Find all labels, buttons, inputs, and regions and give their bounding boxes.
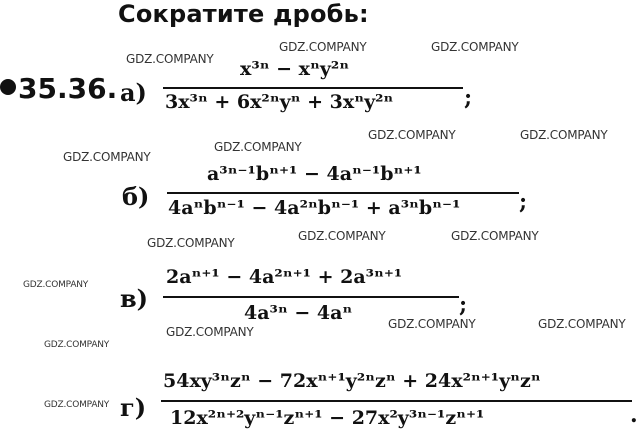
item-c-label: в)	[120, 284, 149, 313]
fraction-c-denominator: 4a³ⁿ − 4aⁿ	[244, 302, 353, 324]
fraction-a-bar	[163, 87, 463, 89]
item-b-label: б)	[122, 182, 150, 211]
item-d-punct: .	[630, 402, 638, 428]
item-d-label: г)	[120, 393, 147, 422]
watermark: GDZ.COMPANY	[126, 52, 214, 66]
watermark: GDZ.COMPANY	[166, 325, 254, 339]
fraction-a-numerator: x³ⁿ − xⁿy²ⁿ	[240, 58, 350, 80]
item-a-punct: ;	[464, 85, 473, 111]
fraction-b-numerator: a³ⁿ⁻¹bⁿ⁺¹ − 4aⁿ⁻¹bⁿ⁺¹	[207, 163, 422, 185]
fraction-b-bar	[167, 192, 519, 194]
watermark: GDZ.COMPANY	[451, 229, 539, 243]
problem-number	[0, 72, 117, 105]
bullet-icon	[0, 79, 16, 95]
fraction-b-denominator: 4aⁿbⁿ⁻¹ − 4a²ⁿbⁿ⁻¹ + a³ⁿbⁿ⁻¹	[168, 197, 461, 219]
fraction-c-bar	[163, 296, 459, 298]
watermark: GDZ.COMPANY	[214, 140, 302, 154]
watermark: GDZ.COMPANY	[23, 280, 89, 290]
watermark: GDZ.COMPANY	[538, 317, 626, 331]
fraction-a-denominator: 3x³ⁿ + 6x²ⁿyⁿ + 3xⁿy²ⁿ	[165, 91, 394, 113]
fraction-d-numerator: 54xy³ⁿzⁿ − 72xⁿ⁺¹y²ⁿzⁿ + 24x²ⁿ⁺¹yⁿzⁿ	[163, 370, 541, 392]
watermark: GDZ.COMPANY	[368, 128, 456, 142]
watermark: GDZ.COMPANY	[44, 400, 110, 410]
watermark: GDZ.COMPANY	[298, 229, 386, 243]
fraction-d-denominator: 12x²ⁿ⁺²yⁿ⁻¹zⁿ⁺¹ − 27x²y³ⁿ⁻¹zⁿ⁺¹	[170, 407, 485, 429]
watermark: GDZ.COMPANY	[147, 236, 235, 250]
watermark: GDZ.COMPANY	[520, 128, 608, 142]
problem-number-text: 35.36.	[18, 72, 118, 105]
item-a-label: а)	[120, 78, 147, 107]
fraction-c-numerator: 2aⁿ⁺¹ − 4a²ⁿ⁺¹ + 2a³ⁿ⁺¹	[166, 266, 403, 288]
watermark: GDZ.COMPANY	[388, 317, 476, 331]
fraction-d-bar	[161, 400, 632, 402]
item-b-punct: ;	[519, 189, 528, 215]
exercise-heading: Сократите дробь:	[118, 0, 369, 28]
item-c-punct: ;	[459, 292, 468, 318]
watermark: GDZ.COMPANY	[279, 40, 367, 54]
watermark: GDZ.COMPANY	[44, 340, 110, 350]
watermark: GDZ.COMPANY	[63, 150, 151, 164]
watermark: GDZ.COMPANY	[431, 40, 519, 54]
